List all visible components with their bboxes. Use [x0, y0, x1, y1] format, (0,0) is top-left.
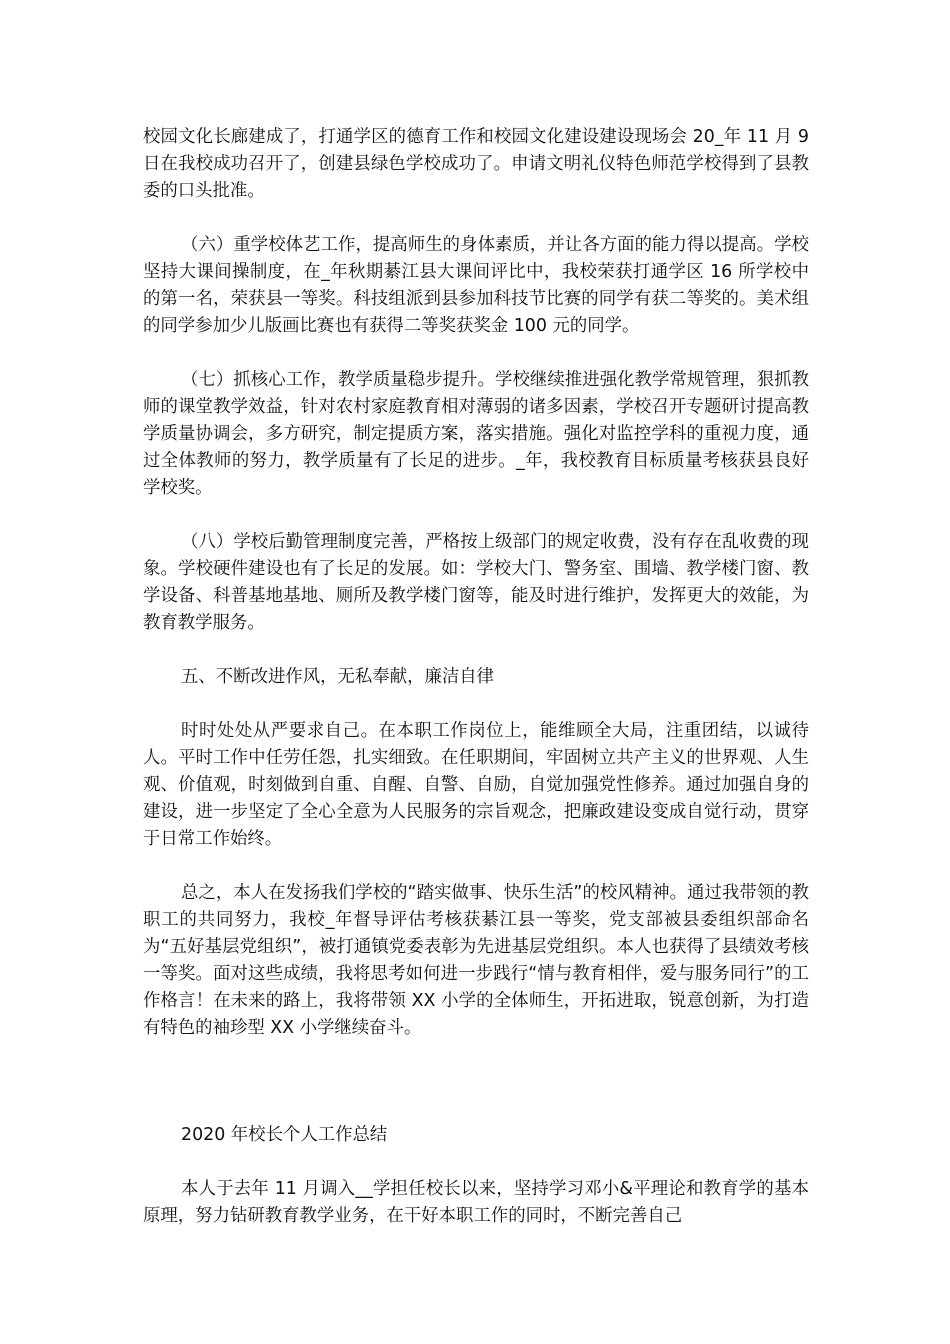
spacer [143, 340, 809, 367]
spacer [143, 691, 809, 718]
spacer [143, 853, 809, 880]
document-page [143, 124, 809, 1230]
paragraph-intro-2020: 本人于去年 11 月调入__学担任校长以来，坚持学习邓小&平理论和教育学的基本原理，努力钻研教育教学业务，在干好本职工作的同时，不断完善自己 [143, 1179, 809, 1226]
paragraph-self-discipline: 时时处处从严要求自己。在本职工作岗位上，能维顾全大局，注重团结，以诚待人。平时工作中任劳任怨，扎实细致。在任职期间，牢固树立共产主义的世界观、人生观、价值观，时刻做到自重、自醒、自警、自励，自觉加强党性修养。通过加强自身的建设，进一步坚定了全心全意为人民服务的宗旨观念，把廉政建设变成自觉行动，贯穿于日常工作始终。 [143, 721, 809, 849]
paragraph-sports-arts: （六）重学校体艺工作，提高师生的身体素质，并让各方面的能力得以提高。学校坚持大课间操制度，在_年秋期綦江县大课间评比中，我校荣获打通学区 16 所学校中的第一名，荣获县一等奖。科技组派到县参加科技节比赛的同学有获二等奖的。美术组的同学参加少儿版画比赛也有获得二等奖获奖金 100 元的同学。 [143, 235, 809, 336]
document-title-2020-summary: 2020 年校长个人工作总结 [181, 1125, 388, 1145]
spacer [143, 1042, 809, 1122]
paragraph-teaching-quality: （七）抓核心工作，教学质量稳步提升。学校继续推进强化教学常规管理，狠抓教师的课堂教学效益，针对农村家庭教育相对薄弱的诸多因素，学校召开专题研讨提高教学质量协调会，多方研究，制定提质方案，落实措施。强化对监控学科的重视力度，通过全体教师的努力，教学质量有了长足的进步。_年，我校教育目标质量考核获县良好学校奖。 [143, 370, 809, 498]
spacer [143, 502, 809, 529]
spacer [143, 637, 809, 664]
paragraph-logistics: （八）学校后勤管理制度完善，严格按上级部门的规定收费，没有存在乱收费的现象。学校硬件建设也有了长足的发展。如：学校大门、警务室、围墙、教学楼门窗、教学设备、科普基地基地、厕所及教学楼门窗等，能及时进行维护，发挥更大的效能，为教育教学服务。 [143, 532, 809, 633]
paragraph-campus-culture: 校园文化长廊建成了，打通学区的德育工作和校园文化建设建设现场会 20_年 11 月 9 日在我校成功召开了，创建县绿色学校成功了。申请文明礼仪特色师范学校得到了县教委的口头批准。 [143, 127, 809, 201]
spacer [143, 205, 809, 232]
paragraph-conclusion: 总之，本人在发扬我们学校的“踏实做事、快乐生活”的校风精神。通过我带领的教职工的共同努力，我校_年督导评估考核获綦江县一等奖，党支部被县委组织部命名为“五好基层党组织”，被打通镇党委表彰为先进基层党组织。本人也获得了县绩效考核一等奖。面对这些成绩，我将思考如何进一步践行“情与教育相伴，爱与服务同行”的工作格言！在未来的路上，我将带领 XX 小学的全体师生，开拓进取，锐意创新，为打造有特色的袖珍型 XX 小学继续奋斗。 [143, 883, 809, 1038]
spacer [143, 1149, 809, 1176]
section-heading-conduct: 五、不断改进作风，无私奉献，廉洁自律 [181, 667, 495, 687]
